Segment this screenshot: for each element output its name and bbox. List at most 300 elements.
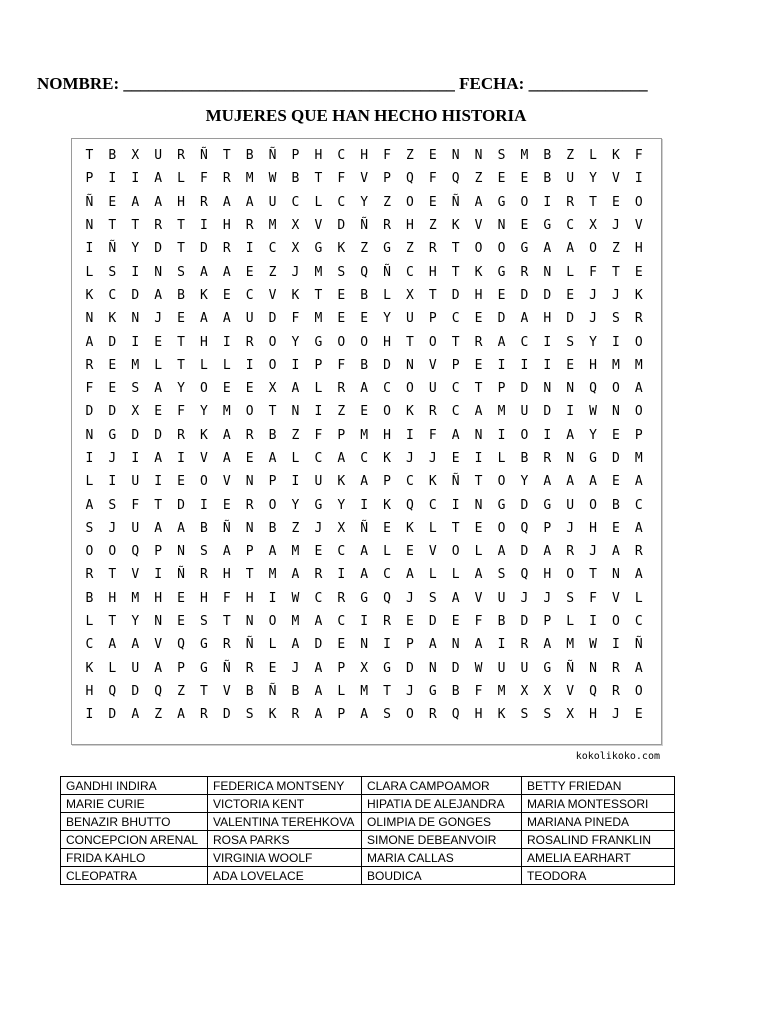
- grid-letter[interactable]: E: [497, 171, 506, 187]
- grid-letter[interactable]: E: [612, 427, 620, 443]
- grid-letter[interactable]: T: [474, 474, 483, 490]
- grid-letter[interactable]: J: [566, 520, 575, 536]
- grid-letter[interactable]: X: [589, 218, 597, 234]
- grid-letter[interactable]: X: [291, 218, 300, 234]
- grid-letter[interactable]: L: [451, 567, 460, 583]
- grid-letter[interactable]: V: [199, 451, 208, 466]
- grid-letter[interactable]: U: [154, 148, 163, 164]
- grid-letter[interactable]: U: [497, 660, 506, 676]
- grid-letter[interactable]: V: [131, 567, 140, 583]
- grid-letter[interactable]: I: [520, 357, 529, 373]
- grid-letter[interactable]: C: [268, 241, 277, 257]
- grid-letter[interactable]: I: [543, 427, 552, 443]
- grid-letter[interactable]: N: [85, 218, 94, 234]
- grid-letter[interactable]: J: [291, 660, 300, 676]
- grid-letter[interactable]: Q: [589, 683, 597, 699]
- grid-letter[interactable]: F: [222, 590, 231, 606]
- grid-letter[interactable]: E: [406, 614, 414, 630]
- grid-letter[interactable]: E: [177, 474, 185, 490]
- grid-letter[interactable]: I: [85, 451, 94, 466]
- grid-letter[interactable]: V: [474, 218, 483, 234]
- grid-letter[interactable]: O: [634, 194, 643, 210]
- grid-letter[interactable]: Q: [177, 637, 185, 653]
- grid-letter[interactable]: S: [199, 544, 208, 560]
- grid-letter[interactable]: C: [383, 567, 391, 583]
- grid-letter[interactable]: B: [108, 148, 117, 164]
- grid-letter[interactable]: P: [85, 171, 94, 187]
- grid-letter[interactable]: U: [428, 381, 437, 397]
- grid-letter[interactable]: A: [85, 497, 94, 513]
- grid-letter[interactable]: H: [222, 218, 231, 234]
- grid-letter[interactable]: C: [314, 590, 323, 606]
- grid-letter[interactable]: A: [245, 194, 254, 210]
- grid-letter[interactable]: S: [199, 614, 208, 630]
- grid-letter[interactable]: H: [474, 707, 483, 723]
- grid-letter[interactable]: F: [428, 171, 437, 187]
- grid-letter[interactable]: N: [497, 218, 506, 234]
- grid-letter[interactable]: B: [245, 683, 254, 699]
- grid-letter[interactable]: H: [222, 567, 231, 583]
- grid-letter[interactable]: O: [268, 497, 277, 513]
- grid-letter[interactable]: O: [428, 334, 437, 350]
- grid-letter[interactable]: D: [108, 334, 117, 350]
- grid-letter[interactable]: H: [589, 520, 597, 536]
- grid-letter[interactable]: O: [612, 381, 620, 397]
- grid-letter[interactable]: X: [566, 707, 575, 723]
- grid-letter[interactable]: H: [177, 194, 185, 210]
- grid-letter[interactable]: G: [497, 264, 506, 280]
- grid-letter[interactable]: A: [314, 660, 323, 676]
- grid-letter[interactable]: E: [474, 311, 483, 327]
- grid-letter[interactable]: E: [360, 404, 369, 420]
- grid-letter[interactable]: E: [451, 614, 460, 630]
- grid-letter[interactable]: C: [291, 194, 300, 210]
- grid-letter[interactable]: R: [612, 683, 620, 699]
- grid-letter[interactable]: T: [222, 148, 231, 164]
- grid-letter[interactable]: E: [474, 357, 483, 373]
- grid-letter[interactable]: A: [543, 637, 552, 653]
- grid-letter[interactable]: R: [612, 660, 620, 676]
- grid-letter[interactable]: E: [612, 474, 620, 490]
- grid-letter[interactable]: N: [566, 451, 575, 466]
- grid-letter[interactable]: V: [222, 474, 231, 490]
- grid-letter[interactable]: O: [268, 614, 277, 630]
- grid-letter[interactable]: B: [85, 590, 94, 606]
- grid-letter[interactable]: A: [222, 451, 231, 466]
- grid-letter[interactable]: D: [497, 311, 506, 327]
- grid-letter[interactable]: Y: [589, 334, 597, 350]
- grid-letter[interactable]: K: [85, 660, 94, 676]
- grid-letter[interactable]: O: [497, 474, 506, 490]
- grid-letter[interactable]: K: [497, 707, 506, 723]
- grid-letter[interactable]: L: [268, 637, 277, 653]
- grid-letter[interactable]: Y: [520, 474, 529, 490]
- grid-letter[interactable]: I: [154, 567, 163, 583]
- grid-letter[interactable]: D: [451, 660, 460, 676]
- grid-letter[interactable]: A: [177, 707, 185, 723]
- grid-letter[interactable]: R: [245, 660, 254, 676]
- grid-letter[interactable]: N: [131, 311, 140, 327]
- grid-letter[interactable]: D: [566, 311, 575, 327]
- grid-letter[interactable]: P: [543, 520, 552, 536]
- grid-letter[interactable]: B: [268, 427, 277, 443]
- grid-letter[interactable]: D: [154, 241, 163, 257]
- grid-letter[interactable]: L: [383, 544, 391, 560]
- grid-letter[interactable]: I: [131, 171, 140, 187]
- grid-letter[interactable]: Z: [383, 194, 391, 210]
- grid-letter[interactable]: Ñ: [268, 683, 277, 699]
- grid-letter[interactable]: V: [428, 357, 437, 373]
- grid-letter[interactable]: K: [474, 264, 483, 280]
- grid-letter[interactable]: I: [634, 171, 643, 187]
- grid-letter[interactable]: C: [451, 311, 460, 327]
- grid-letter[interactable]: L: [497, 451, 506, 466]
- grid-letter[interactable]: M: [131, 357, 140, 373]
- grid-letter[interactable]: Q: [360, 264, 369, 280]
- grid-letter[interactable]: A: [520, 311, 529, 327]
- grid-letter[interactable]: C: [634, 497, 643, 513]
- grid-letter[interactable]: H: [199, 334, 208, 350]
- grid-letter[interactable]: F: [474, 614, 483, 630]
- grid-letter[interactable]: E: [634, 264, 643, 280]
- grid-letter[interactable]: Z: [406, 241, 414, 257]
- grid-letter[interactable]: M: [360, 683, 369, 699]
- grid-letter[interactable]: F: [474, 683, 483, 699]
- grid-letter[interactable]: Q: [406, 171, 414, 187]
- grid-letter[interactable]: H: [543, 311, 552, 327]
- grid-letter[interactable]: Q: [451, 707, 460, 723]
- grid-letter[interactable]: Y: [360, 194, 369, 210]
- grid-letter[interactable]: O: [451, 544, 460, 560]
- grid-letter[interactable]: A: [222, 194, 231, 210]
- grid-letter[interactable]: A: [291, 381, 300, 397]
- grid-letter[interactable]: D: [131, 427, 140, 443]
- grid-letter[interactable]: O: [589, 241, 597, 257]
- grid-letter[interactable]: F: [177, 404, 185, 420]
- grid-letter[interactable]: T: [222, 614, 231, 630]
- grid-letter[interactable]: M: [291, 614, 300, 630]
- grid-letter[interactable]: Ñ: [566, 660, 575, 676]
- grid-letter[interactable]: I: [85, 241, 94, 257]
- grid-letter[interactable]: M: [131, 590, 140, 606]
- grid-letter[interactable]: X: [131, 148, 140, 164]
- grid-letter[interactable]: G: [497, 497, 506, 513]
- grid-letter[interactable]: U: [131, 474, 140, 490]
- grid-letter[interactable]: F: [314, 427, 323, 443]
- grid-letter[interactable]: J: [108, 451, 117, 466]
- grid-letter[interactable]: E: [108, 381, 117, 397]
- grid-letter[interactable]: O: [474, 241, 483, 257]
- grid-letter[interactable]: H: [108, 590, 117, 606]
- grid-letter[interactable]: A: [268, 451, 277, 466]
- grid-letter[interactable]: S: [497, 567, 506, 583]
- grid-letter[interactable]: T: [177, 241, 185, 257]
- grid-letter[interactable]: L: [291, 451, 300, 466]
- grid-letter[interactable]: Y: [383, 311, 391, 327]
- grid-letter[interactable]: N: [474, 148, 483, 164]
- grid-letter[interactable]: A: [154, 171, 163, 187]
- grid-letter[interactable]: Q: [520, 567, 529, 583]
- grid-letter[interactable]: A: [154, 194, 163, 210]
- grid-letter[interactable]: M: [360, 427, 369, 443]
- grid-letter[interactable]: C: [85, 637, 94, 653]
- grid-letter[interactable]: A: [634, 381, 643, 397]
- grid-letter[interactable]: A: [360, 567, 369, 583]
- grid-letter[interactable]: V: [612, 590, 620, 606]
- grid-letter[interactable]: E: [451, 451, 460, 466]
- grid-letter[interactable]: R: [383, 614, 391, 630]
- grid-letter[interactable]: M: [314, 311, 323, 327]
- grid-letter[interactable]: I: [337, 567, 346, 583]
- grid-letter[interactable]: K: [451, 218, 460, 234]
- grid-letter[interactable]: L: [383, 287, 391, 303]
- grid-letter[interactable]: L: [314, 194, 323, 210]
- grid-letter[interactable]: N: [85, 427, 94, 443]
- grid-letter[interactable]: M: [268, 218, 277, 234]
- grid-letter[interactable]: E: [520, 171, 529, 187]
- grid-letter[interactable]: S: [497, 148, 506, 164]
- grid-letter[interactable]: A: [314, 707, 323, 723]
- nombre-line[interactable]: _______________________________________: [123, 74, 455, 93]
- grid-letter[interactable]: R: [543, 451, 552, 466]
- grid-letter[interactable]: H: [543, 567, 552, 583]
- grid-letter[interactable]: I: [131, 334, 140, 350]
- grid-letter[interactable]: E: [337, 287, 346, 303]
- grid-letter[interactable]: G: [314, 497, 323, 513]
- grid-letter[interactable]: E: [337, 311, 346, 327]
- grid-letter[interactable]: H: [383, 334, 391, 350]
- grid-letter[interactable]: R: [474, 334, 483, 350]
- grid-letter[interactable]: Z: [406, 148, 414, 164]
- grid-letter[interactable]: T: [589, 567, 597, 583]
- grid-letter[interactable]: C: [406, 474, 414, 490]
- grid-letter[interactable]: J: [406, 683, 414, 699]
- grid-letter[interactable]: R: [199, 194, 208, 210]
- grid-letter[interactable]: K: [199, 287, 208, 303]
- grid-letter[interactable]: U: [520, 404, 529, 420]
- grid-letter[interactable]: R: [199, 707, 208, 723]
- grid-letter[interactable]: D: [177, 497, 185, 513]
- grid-letter[interactable]: I: [360, 497, 369, 513]
- grid-letter[interactable]: I: [451, 497, 460, 513]
- grid-letter[interactable]: C: [520, 334, 529, 350]
- grid-letter[interactable]: E: [383, 520, 391, 536]
- grid-letter[interactable]: V: [474, 590, 483, 606]
- grid-letter[interactable]: K: [337, 241, 346, 257]
- grid-letter[interactable]: O: [360, 334, 369, 350]
- grid-letter[interactable]: Y: [131, 241, 140, 257]
- grid-letter[interactable]: L: [154, 357, 163, 373]
- grid-letter[interactable]: G: [383, 241, 391, 257]
- grid-letter[interactable]: C: [245, 287, 254, 303]
- grid-letter[interactable]: A: [612, 544, 620, 560]
- grid-letter[interactable]: A: [360, 544, 369, 560]
- grid-letter[interactable]: T: [108, 218, 117, 234]
- grid-letter[interactable]: E: [520, 218, 529, 234]
- grid-letter[interactable]: A: [474, 194, 483, 210]
- grid-letter[interactable]: K: [337, 474, 346, 490]
- grid-letter[interactable]: K: [85, 287, 94, 303]
- grid-letter[interactable]: S: [543, 707, 552, 723]
- grid-letter[interactable]: Z: [474, 171, 483, 187]
- grid-letter[interactable]: F: [428, 427, 437, 443]
- grid-letter[interactable]: U: [314, 474, 323, 490]
- grid-letter[interactable]: P: [154, 544, 163, 560]
- grid-letter[interactable]: A: [360, 474, 369, 490]
- grid-letter[interactable]: M: [566, 637, 575, 653]
- grid-letter[interactable]: T: [154, 497, 163, 513]
- grid-letter[interactable]: A: [634, 567, 643, 583]
- grid-letter[interactable]: K: [383, 451, 391, 466]
- grid-letter[interactable]: I: [131, 264, 140, 280]
- grid-letter[interactable]: D: [428, 614, 437, 630]
- grid-letter[interactable]: A: [566, 427, 575, 443]
- grid-letter[interactable]: D: [108, 707, 117, 723]
- grid-letter[interactable]: C: [337, 194, 346, 210]
- grid-letter[interactable]: U: [131, 660, 140, 676]
- grid-letter[interactable]: I: [612, 637, 620, 653]
- grid-letter[interactable]: Ñ: [222, 520, 231, 536]
- grid-letter[interactable]: X: [406, 287, 414, 303]
- grid-letter[interactable]: A: [360, 381, 369, 397]
- grid-letter[interactable]: R: [245, 218, 254, 234]
- grid-letter[interactable]: O: [199, 474, 208, 490]
- grid-letter[interactable]: J: [543, 590, 552, 606]
- grid-letter[interactable]: A: [131, 707, 140, 723]
- grid-letter[interactable]: R: [566, 194, 575, 210]
- grid-letter[interactable]: T: [131, 218, 140, 234]
- grid-letter[interactable]: B: [543, 171, 552, 187]
- grid-letter[interactable]: A: [177, 520, 185, 536]
- grid-letter[interactable]: N: [291, 404, 300, 420]
- grid-letter[interactable]: T: [108, 567, 117, 583]
- grid-letter[interactable]: I: [291, 357, 300, 373]
- grid-letter[interactable]: N: [474, 427, 483, 443]
- grid-letter[interactable]: U: [497, 590, 506, 606]
- grid-letter[interactable]: V: [566, 683, 575, 699]
- grid-letter[interactable]: I: [543, 357, 552, 373]
- grid-letter[interactable]: H: [474, 287, 483, 303]
- grid-letter[interactable]: E: [314, 544, 323, 560]
- grid-letter[interactable]: V: [612, 171, 620, 187]
- grid-letter[interactable]: O: [383, 404, 391, 420]
- grid-letter[interactable]: A: [451, 590, 460, 606]
- grid-letter[interactable]: A: [222, 427, 231, 443]
- grid-letter[interactable]: Q: [154, 683, 163, 699]
- grid-letter[interactable]: K: [634, 287, 643, 303]
- grid-letter[interactable]: Z: [566, 148, 575, 164]
- grid-letter[interactable]: K: [383, 497, 391, 513]
- grid-letter[interactable]: J: [108, 520, 117, 536]
- grid-letter[interactable]: P: [451, 357, 460, 373]
- grid-letter[interactable]: R: [177, 427, 185, 443]
- grid-letter[interactable]: B: [268, 520, 277, 536]
- grid-letter[interactable]: P: [406, 637, 414, 653]
- grid-letter[interactable]: A: [474, 567, 483, 583]
- grid-letter[interactable]: I: [108, 171, 117, 187]
- grid-letter[interactable]: R: [520, 264, 529, 280]
- grid-letter[interactable]: G: [314, 334, 323, 350]
- grid-letter[interactable]: B: [451, 683, 460, 699]
- grid-letter[interactable]: X: [291, 241, 300, 257]
- grid-letter[interactable]: P: [268, 474, 277, 490]
- grid-letter[interactable]: P: [634, 427, 643, 443]
- grid-letter[interactable]: K: [612, 148, 620, 164]
- grid-letter[interactable]: J: [406, 451, 414, 466]
- grid-letter[interactable]: O: [85, 544, 94, 560]
- grid-letter[interactable]: A: [199, 311, 208, 327]
- grid-letter[interactable]: O: [520, 194, 529, 210]
- grid-letter[interactable]: B: [360, 357, 369, 373]
- grid-letter[interactable]: E: [245, 264, 254, 280]
- grid-letter[interactable]: N: [474, 497, 483, 513]
- grid-letter[interactable]: G: [360, 590, 369, 606]
- grid-letter[interactable]: Z: [177, 683, 185, 699]
- grid-letter[interactable]: C: [314, 451, 323, 466]
- grid-letter[interactable]: L: [85, 264, 94, 280]
- grid-letter[interactable]: F: [85, 381, 94, 397]
- grid-letter[interactable]: W: [589, 404, 597, 420]
- grid-letter[interactable]: N: [154, 614, 163, 630]
- grid-letter[interactable]: J: [589, 287, 597, 303]
- grid-letter[interactable]: Z: [154, 707, 163, 723]
- grid-letter[interactable]: O: [634, 404, 643, 420]
- grid-letter[interactable]: G: [543, 497, 552, 513]
- grid-letter[interactable]: M: [520, 148, 529, 164]
- grid-letter[interactable]: D: [520, 497, 529, 513]
- grid-letter[interactable]: S: [85, 520, 94, 536]
- grid-letter[interactable]: Z: [428, 218, 437, 234]
- grid-letter[interactable]: A: [154, 520, 163, 536]
- grid-letter[interactable]: X: [268, 381, 277, 397]
- grid-letter[interactable]: R: [199, 567, 208, 583]
- grid-letter[interactable]: Ñ: [360, 218, 369, 234]
- grid-letter[interactable]: D: [131, 287, 140, 303]
- grid-letter[interactable]: T: [451, 334, 460, 350]
- grid-letter[interactable]: C: [383, 381, 391, 397]
- grid-letter[interactable]: R: [85, 357, 94, 373]
- grid-letter[interactable]: T: [383, 683, 391, 699]
- grid-letter[interactable]: L: [634, 590, 643, 606]
- grid-letter[interactable]: J: [589, 544, 597, 560]
- grid-letter[interactable]: R: [245, 334, 254, 350]
- grid-letter[interactable]: A: [634, 474, 643, 490]
- grid-letter[interactable]: D: [199, 241, 208, 257]
- grid-letter[interactable]: C: [337, 614, 346, 630]
- grid-letter[interactable]: L: [566, 264, 575, 280]
- grid-letter[interactable]: I: [497, 637, 506, 653]
- grid-letter[interactable]: O: [406, 381, 414, 397]
- grid-letter[interactable]: F: [131, 497, 140, 513]
- grid-letter[interactable]: C: [360, 451, 369, 466]
- grid-letter[interactable]: N: [428, 660, 437, 676]
- grid-letter[interactable]: G: [543, 660, 552, 676]
- grid-letter[interactable]: O: [268, 334, 277, 350]
- grid-letter[interactable]: J: [291, 264, 300, 280]
- grid-letter[interactable]: S: [177, 264, 185, 280]
- grid-letter[interactable]: N: [245, 474, 254, 490]
- grid-letter[interactable]: P: [314, 357, 323, 373]
- grid-letter[interactable]: Ñ: [199, 148, 208, 164]
- grid-letter[interactable]: V: [314, 218, 323, 234]
- grid-letter[interactable]: A: [497, 334, 506, 350]
- grid-letter[interactable]: F: [337, 171, 346, 187]
- grid-letter[interactable]: V: [154, 637, 163, 653]
- grid-letter[interactable]: O: [337, 334, 346, 350]
- grid-letter[interactable]: K: [291, 287, 300, 303]
- fecha-line[interactable]: ______________: [528, 74, 648, 93]
- grid-letter[interactable]: P: [383, 474, 391, 490]
